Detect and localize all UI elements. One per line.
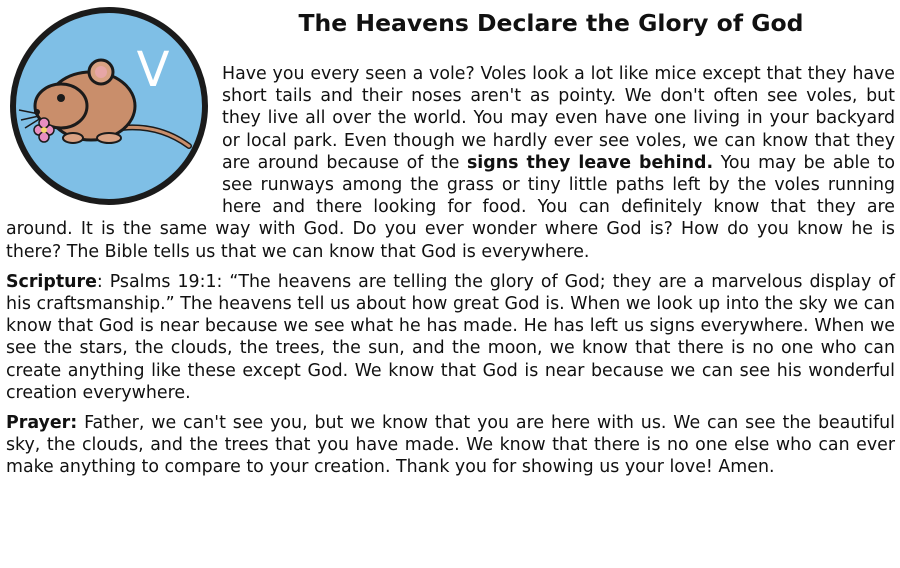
intro-bold-text: signs they leave behind. <box>466 152 714 173</box>
badge-letter: V <box>136 42 170 98</box>
scripture-text: : Psalms 19:1: “The heavens are telling the glory of God; they are a marvelous display of his craftsmanship.” The heavens tell us about how great God is. When we look up into the sky we can know that God is near because we see what he has made. He has left us signs everywhere. When we see the stars, the clouds, the trees, the sun, and the moon, we know that there is no one who can create anything like these except God. We know that God is near because we can see his wonderful creation everywhere. <box>6 271 895 403</box>
badge-spacer <box>6 63 222 213</box>
page-title: The Heavens Declare the Glory of God <box>298 9 804 37</box>
intro-text-start: Have you every seen a vole? Voles look a lot like mice except that they have short tails and their noses aren't as pointy. We don't often see voles, but they live all over the world. You may even have one living in your backyard or local park. Even though we hardly ever see voles, we can know that they are around because of the <box>222 64 895 173</box>
prayer-paragraph <box>6 412 895 479</box>
scripture-label: Scripture <box>6 271 97 292</box>
scripture-paragraph <box>6 271 895 404</box>
prayer-text: Father, we can't see you, but we know that you are here with us. We can see the beautiful sky, the clouds, and the trees that you have made. We know that there is no one else who can ever make anything to compare to your creation. Thank you for showing us your love! Amen. <box>6 413 895 478</box>
prayer-label: Prayer: <box>6 413 78 434</box>
body-text <box>6 63 895 479</box>
intro-text-end: You may be able to see runways among the grass or tiny little paths left by the voles running here and there looking for food. You can definitely know that they are around. It is the same way with God. Do you ever wonder where God is? How do you know he is there? The Bible tells us that we can know that God is everywhere. <box>6 152 895 262</box>
